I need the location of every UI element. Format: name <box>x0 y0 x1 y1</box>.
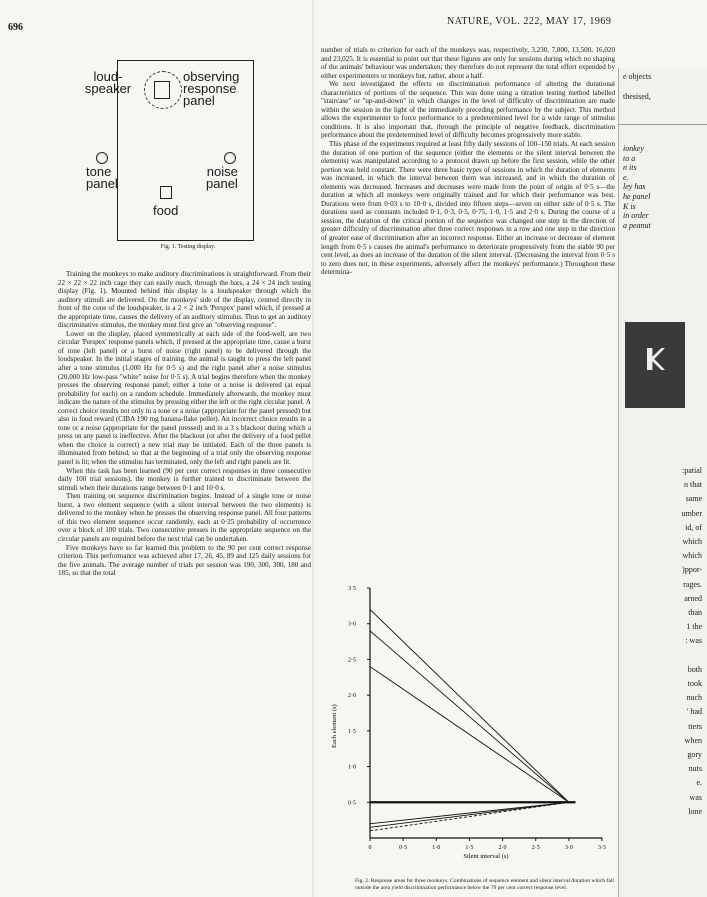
strip-word: ' had <box>687 707 702 717</box>
paragraph: When this task has been learned (90 per cent correct responses in three consecutive daily 100 trial sessions), the monkey is further trained to discriminate between the stimuli when their durations range between 0·1 and 10·0 s. <box>58 466 311 492</box>
strip-word: nuch <box>686 693 702 703</box>
y-axis-label: Each element (s) <box>331 704 338 748</box>
paragraph: Lower on the display, placed symmetrically at each side of the food-well, are two circular 'Perspex' response panels which, if pressed at the appropriate time, cause a burst of tone (left panel) or a burst of noise (right panel) to be delivered through the loudspeaker. In the initial stages of training, the animal is taught to press the left panel after a tone stimulus (1,000 Hz for 0·5 s) and the right panel after a noise stimulus (20,000 Hz low-pass "white" noise for 0·5 s). A trial begins therefore when the monkey presses the observing response panel; either a tone or a noise is delivered (at equal probability for each) on a random schedule. Immediately afterwards, the monkey must indicate the nature of the stimulus by pressing either the left or the right circular panel. A correct choice results not only in a tone or a noise (appropriate for the panel pressed) but also in food reward (CIBA 190 mg banana-flake pellet). An incorrect choice results in a tone or a noise (appropriate for the panel pressed) and in a 3 s blackout during which a press on any panel is ineffective. After the blackout (or after the delivery of a food pellet when the choice is correct) a new trial may be initiated. Each of the three panels is illuminated from behind, so that at the beginning of a trial only the observing response panel is lit; when the stimulus has terminated, only the left and right panels are lit. <box>58 329 311 467</box>
left-column-text <box>58 270 311 578</box>
strip-word: umber <box>681 508 702 518</box>
strip-word: K is <box>623 201 636 211</box>
paragraph: This phase of the experiments required at least fifty daily sessions of 100–150 trials. At each session the duration of one portion of the sequence (either the elements or the silent interval between the elements) was manipulated according to a protocol drawn up before the first session, while the other portion was held constant. There were three basic types of sessions in which the duration of elements was increased, in which the interval between them was increased, and in which the duration of elements was decreased. Increases and decreases were made from the point of origin of 0·5 s—the duration at which all monkeys were originally trained and for which their performance was best. Durations were from 0·03 s to 10·0 s, divided into fifteen steps—seven on either side of 0·5 s. The durations used as constants included 0·1, 0·3, 0·5, 0·75, 1·0, 1·5 and 2·0 s. During the course of a session, the duration of the critical portion of the sequence was changed one step in the direction of greater difficulty of discrimination after three correct responses in a row and one step in the direction of greater ease of discrimination after an incorrect response. Either an increase or decrease of element length from 0·5 s causes the animal's performance to deteriorate progressively from the stable 90 per cent level, as does an increase of the duration of the silent interval. (Decreasing the interval from 0·5 s to zero does not, in these experiments, adversely affect the monkeys' performance.) Throughout these determina- <box>321 140 615 277</box>
x-tick-label: 0 <box>368 845 372 851</box>
observing-response-label: observing response panel <box>183 69 240 108</box>
strip-word: arned <box>684 593 702 603</box>
figure-2-caption: Fig. 2. Response areas for three monkeys. Combinations of sequence element and silent interval duration which fall outside the area yield discrimination performance below the 79 per cent correct response level. <box>355 878 614 891</box>
strip-word: when <box>684 735 702 745</box>
observing-panel-square <box>154 81 170 99</box>
series-line <box>370 631 569 802</box>
x-tick-label: 0·5 <box>399 845 408 851</box>
series-line <box>370 609 569 802</box>
strip-word: same <box>685 494 702 504</box>
series-line <box>370 802 569 831</box>
paragraph: Five monkeys have so far learned this problem to the 90 per cent correct response criterion. This performance was achieved after 17, 26, 45, 89 and 125 daily sessions for the five animals. The average number of trials per session was 190, 300, 300, 180 and 185, so that the total <box>58 543 311 578</box>
x-tick-label: 2·0 <box>498 845 507 851</box>
strip-word: e. <box>623 172 629 182</box>
y-tick-label: 3·5 <box>348 586 356 592</box>
tone-panel-label: tone panel <box>86 164 118 191</box>
strip-word: n that <box>684 480 702 490</box>
tone-panel-circle <box>96 152 108 164</box>
paragraph: number of trials to criterion for each of the monkeys was, respectively, 3,230, 7,800, 13,500, 16,020 and 23,025. It is essential to point out that these figures are only for sessions during which no shaping of the animals' behaviour was undertaken; they therefore do not represent the total effort expended by either experimenters or monkeys but, rather, about a half. <box>321 46 615 80</box>
x-tick-label: 3·5 <box>598 845 606 851</box>
strip-word: thesised, <box>623 92 651 101</box>
strip-word: ley has <box>623 182 646 192</box>
x-tick-label: 3·0 <box>564 845 573 851</box>
strip-word: ionkey <box>623 144 644 153</box>
figure-1-testing-display <box>84 60 254 241</box>
strip-word: gory <box>687 750 702 759</box>
y-tick-label: 2·5 <box>348 657 356 664</box>
strip-word: id, of <box>685 522 702 532</box>
strip-word: to a <box>623 153 636 163</box>
series-line <box>370 667 569 803</box>
strip-word: e objects <box>623 72 652 81</box>
strip-word: which <box>682 551 702 561</box>
paragraph: Training the monkeys to make auditory discriminations is straightforward. From their 22 × 22 × 22 inch cage they can easily reach, through the bars, a 24 × 24 inch testing display (Fig. 1). Mounted behind this display is a loudspeaker through which the auditory stimuli are delivered. On the monkeys' side of the display, centred directly in front of the cone of the loudspeaker, is a 2 × 2 inch 'Perspex' panel which, if pressed at the appropriate time, causes the delivery of an auditory stimulus. Thus to get an auditory discriminative stimulus, the monkey must first give an "observing response". <box>58 270 311 330</box>
adjacent-page-strip <box>618 68 707 897</box>
strip-word: 1 the <box>686 622 702 632</box>
y-tick-label: 0·5 <box>348 800 356 807</box>
strip-word: :patial <box>682 466 702 475</box>
y-tick-label: 2·0 <box>348 693 356 700</box>
strip-word: in order <box>623 211 649 221</box>
strip-word: : was <box>685 636 702 646</box>
strip-word: e. <box>696 778 702 788</box>
strip-word: n its <box>623 163 637 173</box>
running-header: NATURE, VOL. 222, MAY 17, 1969 <box>447 16 612 27</box>
strip-photo <box>625 322 685 408</box>
figure-1-caption: Fig. 1. Testing display. <box>160 244 216 250</box>
strip-word: was <box>689 792 702 802</box>
y-tick-label: 1·5 <box>348 728 356 735</box>
page-number: 696 <box>8 22 23 33</box>
noise-panel-circle <box>224 152 236 164</box>
x-tick-label: 1·5 <box>465 845 474 851</box>
x-tick-label: 2·5 <box>531 845 540 851</box>
strip-word: a peanut <box>623 220 651 230</box>
strip-word: than <box>688 608 702 617</box>
page-gutter <box>312 0 314 897</box>
strip-word: he panel <box>623 192 651 201</box>
food-label: food <box>153 203 179 218</box>
loudspeaker-label: loud- speaker <box>84 69 132 96</box>
strip-word: which <box>682 537 702 546</box>
strip-word: tters <box>688 721 702 731</box>
strip-word: both <box>687 664 702 674</box>
right-column-text <box>321 46 615 516</box>
food-well-square <box>160 186 172 199</box>
series-line <box>370 802 569 823</box>
noise-panel-label: noise panel <box>206 164 238 191</box>
strip-word: )ppor- <box>682 565 702 575</box>
strip-word: lone <box>688 806 702 816</box>
paragraph: Then training on sequence discrimination begins. Instead of a single tone or noise burst, a two element sequence (with a silent interval between the two elements) is delivered to the monkey when he presses the observing response panel. All four patterns of this two element sequence occur randomly, each at 0·25 probability of occurrence over a block of 100 trials. Two consecutive presses in the appropriate sequence on the circular panels are required before the next trial can be undertaken. <box>58 492 311 543</box>
strip-word: took <box>687 679 702 688</box>
strip-word: rages. <box>683 579 702 589</box>
x-axis-label: Silent interval (s) <box>463 853 509 860</box>
series-line <box>370 802 569 827</box>
y-tick-label: 3·0 <box>348 621 356 628</box>
paragraph: We next investigated the effects on discrimination performance of altering the durational characteristics of portions of the sequence. This was done using a titration testing method labelled "staircase" or "up-and-down" in which changes in the level of difficulty of discrimination are made within the session in the light of the immediately preceding performance by the subject. This method allows the experimenter to force performance to a predetermined level for a wide range of stimulus conditions. It is also important that, through the principle of negative feedback, discrimination performance about the predetermined level of difficulty becomes progressively more stable. <box>321 80 615 140</box>
x-tick-label: 1·0 <box>432 845 441 851</box>
y-tick-label: 1·0 <box>348 764 356 771</box>
figure-2-chart <box>322 580 618 878</box>
strip-word: nuts <box>688 764 702 774</box>
